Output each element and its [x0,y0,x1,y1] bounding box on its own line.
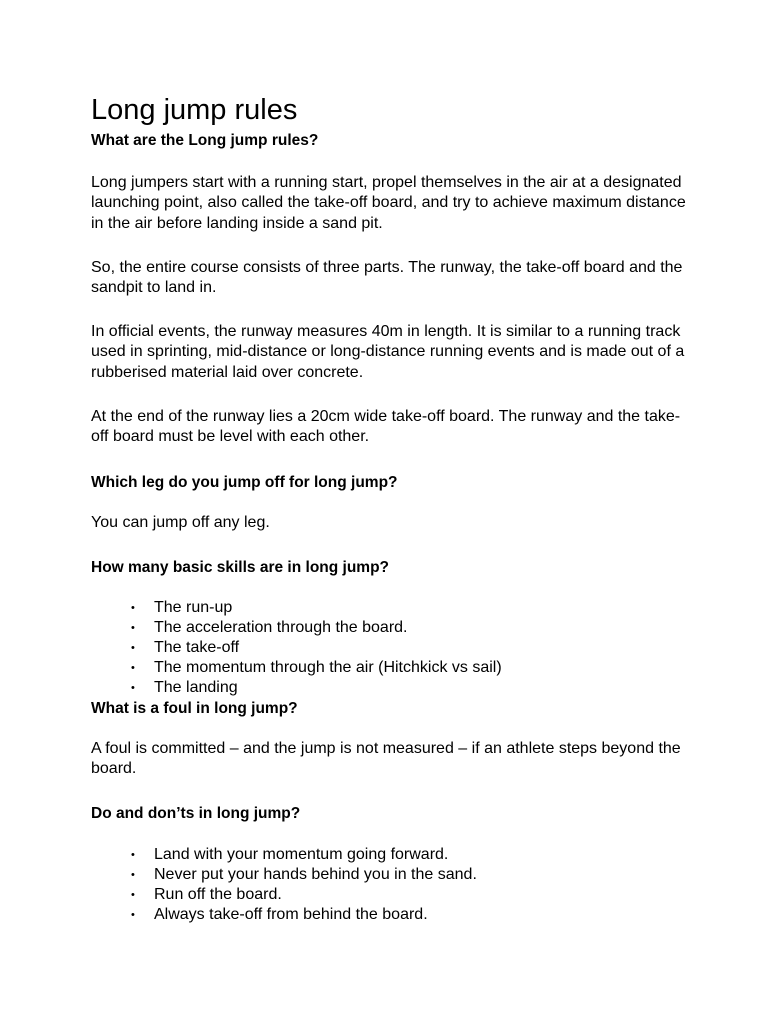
bullet-icon: • [131,849,135,861]
list-item: • The acceleration through the board. [91,618,502,638]
bullet-icon: • [131,642,135,655]
list-item: • Never put your hands behind you in the sand. [91,865,477,885]
bullet-icon: • [131,889,135,902]
bullet-icon: • [131,682,135,695]
section-heading-foul: What is a foul in long jump? [91,700,298,717]
list-item: • The landing [91,678,502,698]
list-item: • The momentum through the air (Hitchkick vs sail) [91,658,502,678]
section-heading-jump-leg: Which leg do you jump off for long jump? [91,474,398,491]
paragraph-takeoff-board: At the end of the runway lies a 20cm wide take-off board. The runway and the take-off board must be level with each other. [91,408,681,446]
paragraph-intro: Long jumpers start with a running start, propel themselves in the air at a designated launching point, also called the take-off board, and try to achieve maximum distance in the air before landing inside a sand pit. [91,174,686,232]
paragraph-course-parts: So, the entire course consists of three parts. The runway, the take-off board and the sandpit to land in. [91,259,683,297]
section-heading-rules: What are the Long jump rules? [91,132,319,149]
list-item: • The take-off [91,638,502,658]
dos-donts-list [91,845,477,925]
bullet-icon: • [131,869,135,882]
list-item: • Always take-off from behind the board. [91,905,477,925]
bullet-icon: • [131,662,135,675]
bullet-icon: • [131,622,135,635]
paragraph-any-leg: You can jump off any leg. [91,514,270,531]
bullet-icon: • [131,909,135,922]
page-title: Long jump rules [91,94,298,126]
paragraph-foul: A foul is committed – and the jump is not measured – if an athlete steps beyond the board. [91,740,681,778]
list-item: • The run-up [91,598,502,618]
paragraph-runway: In official events, the runway measures 40m in length. It is similar to a running track used in sprinting, mid-distance or long-distance running events and is made out of a rubberised material laid over concrete. [91,323,685,381]
list-item: • Land with your momentum going forward. [91,845,477,865]
section-heading-basic-skills: How many basic skills are in long jump? [91,559,390,576]
list-item: • Run off the board. [91,885,477,905]
section-heading-dos-donts: Do and don’ts in long jump? [91,805,301,822]
bullet-icon: • [131,602,135,614]
skills-list [91,598,502,698]
